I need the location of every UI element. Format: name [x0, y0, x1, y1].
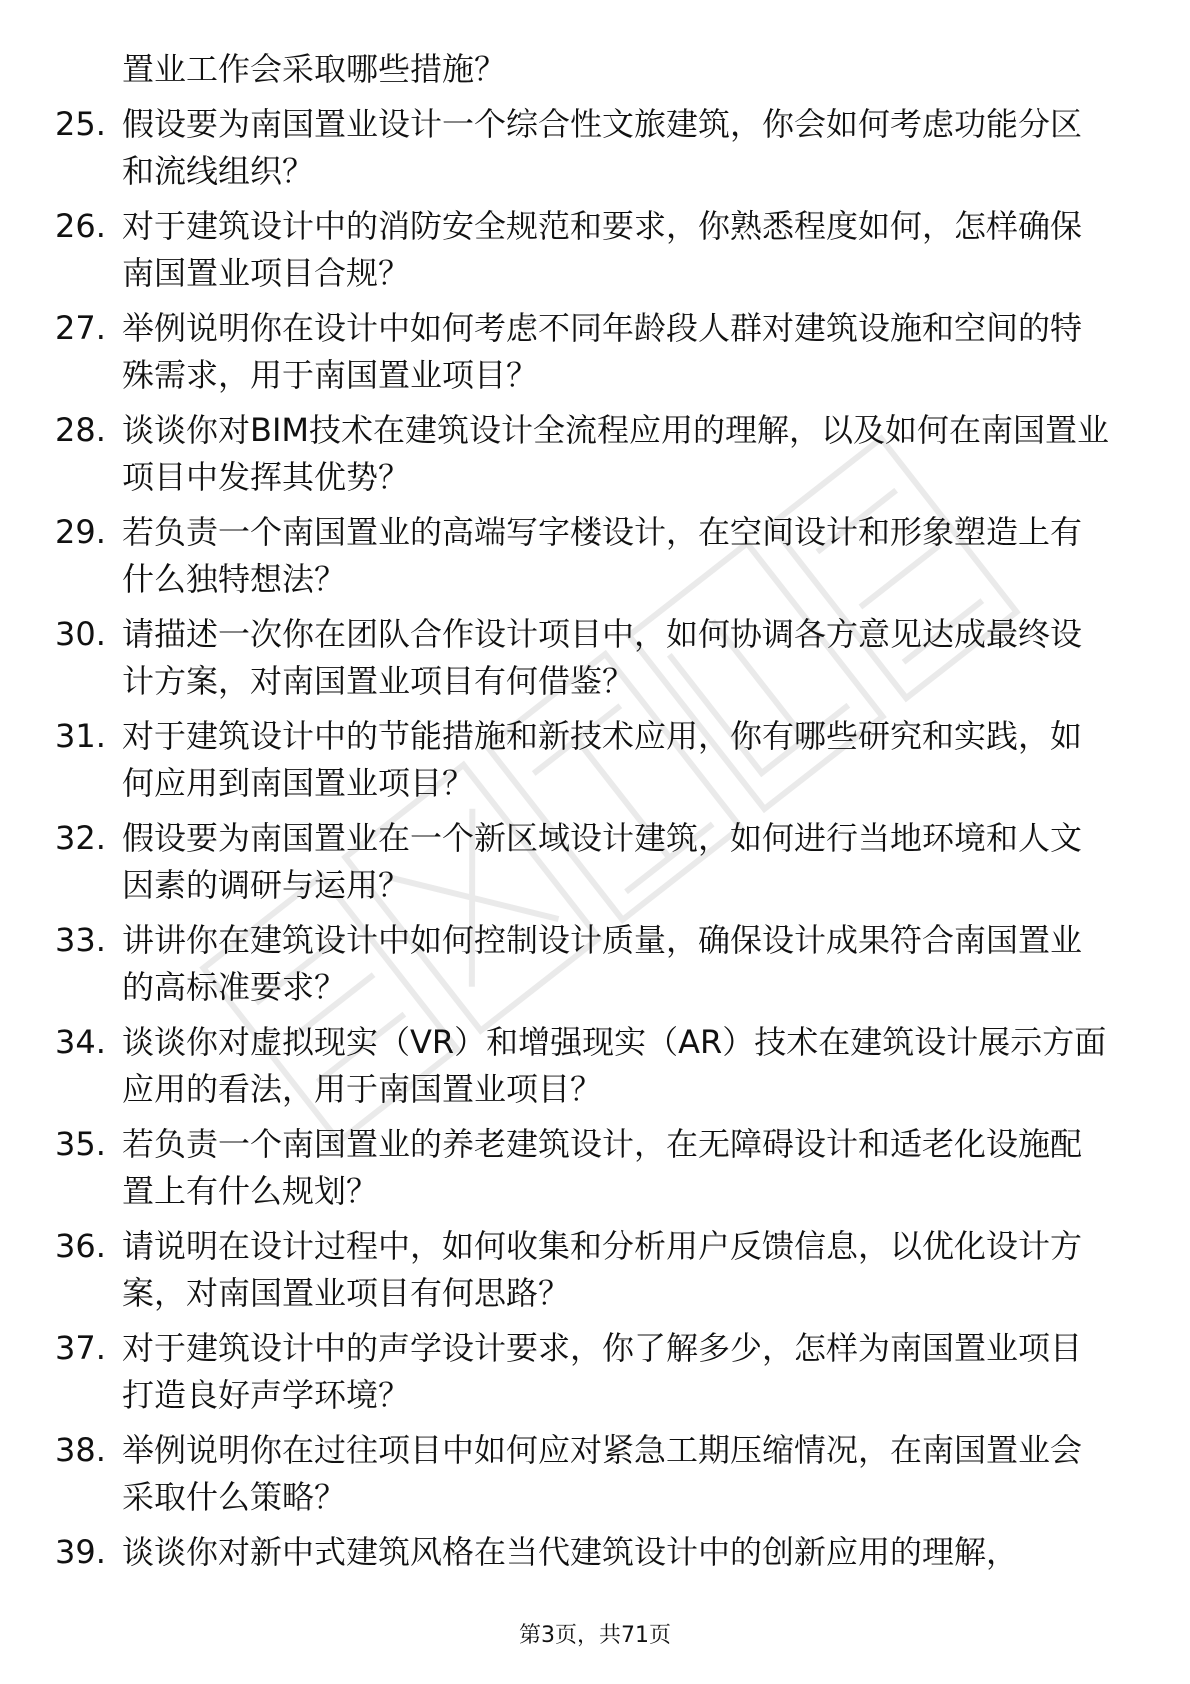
list-gap: [0, 1317, 1190, 1325]
question-text: 举例说明你在过往项目中如何应对紧急工期压缩情况，在南国置业会采取什么策略？: [122, 1431, 1083, 1516]
question-number: 27.: [55, 309, 106, 347]
question-text: 假设要为南国置业在一个新区域设计建筑，如何进行当地环境和人文因素的调研与运用？: [122, 819, 1083, 904]
list-item: [0, 611, 1190, 705]
question-text: 谈谈你对BIM技术在建筑设计全流程应用的理解，以及如何在南国置业项目中发挥其优势？: [122, 411, 1110, 496]
question-number: 34.: [55, 1023, 106, 1061]
list-gap: [0, 909, 1190, 917]
list-item: [0, 1529, 1190, 1576]
question-number: 31.: [55, 717, 106, 755]
list-item: [0, 305, 1190, 399]
list-gap: [0, 807, 1190, 815]
list-gap: [0, 603, 1190, 611]
list-gap: [0, 399, 1190, 407]
question-number: 26.: [55, 207, 106, 245]
question-list: [0, 46, 1190, 1576]
list-item: [0, 1325, 1190, 1419]
question-number: 35.: [55, 1125, 106, 1163]
list-item: [0, 101, 1190, 195]
list-gap: [0, 297, 1190, 305]
list-item: [0, 1019, 1190, 1113]
question-text: 请说明在设计过程中，如何收集和分析用户反馈信息，以优化设计方案，对南国置业项目有何思路？: [122, 1227, 1083, 1312]
list-item: [0, 815, 1190, 909]
list-gap: [0, 195, 1190, 203]
list-gap: [0, 501, 1190, 509]
list-item: [0, 1223, 1190, 1317]
question-text: 对于建筑设计中的声学设计要求，你了解多少，怎样为南国置业项目打造良好声学环境？: [122, 1329, 1083, 1414]
list-gap: [0, 1113, 1190, 1121]
question-text: 举例说明你在设计中如何考虑不同年龄段人群对建筑设施和空间的特殊需求，用于南国置业项目？: [122, 309, 1083, 394]
question-text: 讲讲你在建筑设计中如何控制设计质量，确保设计成果符合南国置业的高标准要求？: [122, 921, 1083, 1006]
list-item: [0, 203, 1190, 297]
question-number: [0, 46, 122, 93]
question-continuation-text: 置业工作会采取哪些措施？: [122, 50, 507, 88]
question-text: 若负责一个南国置业的养老建筑设计，在无障碍设计和适老化设施配置上有什么规划？: [122, 1125, 1083, 1210]
list-item: [0, 509, 1190, 603]
question-number: 29.: [55, 513, 106, 551]
page-footer: 第3页，共71页: [519, 1623, 671, 1648]
question-text: 假设要为南国置业设计一个综合性文旅建筑，你会如何考虑功能分区和流线组织？: [122, 105, 1083, 190]
question-text: 谈谈你对新中式建筑风格在当代建筑设计中的创新应用的理解，: [122, 1533, 1019, 1571]
question-text: 谈谈你对虚拟现实（VR）和增强现实（AR）技术在建筑设计展示方面应用的看法，用于南国置业项目？: [122, 1023, 1107, 1108]
list-item: [0, 407, 1190, 501]
list-item: [0, 1427, 1190, 1521]
list-item: [0, 917, 1190, 1011]
question-number: 30.: [55, 615, 106, 653]
question-text: 对于建筑设计中的消防安全规范和要求，你熟悉程度如何，怎样确保南国置业项目合规？: [122, 207, 1083, 292]
list-gap: [0, 1215, 1190, 1223]
question-number: 32.: [55, 819, 106, 857]
question-number: 37.: [55, 1329, 106, 1367]
list-item: [0, 46, 1190, 93]
list-gap: [0, 1011, 1190, 1019]
question-text: 若负责一个南国置业的高端写字楼设计，在空间设计和形象塑造上有什么独特想法？: [122, 513, 1083, 598]
list-gap: [0, 705, 1190, 713]
question-number: 38.: [55, 1431, 106, 1469]
question-number: 36.: [55, 1227, 106, 1265]
question-number: 39.: [55, 1533, 106, 1571]
list-gap: [0, 93, 1190, 101]
list-item: [0, 1121, 1190, 1215]
question-number: 25.: [55, 105, 106, 143]
question-number: 33.: [55, 921, 106, 959]
question-text: 请描述一次你在团队合作设计项目中，如何协调各方意见达成最终设计方案，对南国置业项目有何借鉴？: [122, 615, 1083, 700]
question-number: 28.: [55, 411, 106, 449]
question-text: 对于建筑设计中的节能措施和新技术应用，你有哪些研究和实践，如何应用到南国置业项目？: [122, 717, 1083, 802]
list-gap: [0, 1419, 1190, 1427]
list-gap: [0, 1521, 1190, 1529]
list-item: [0, 713, 1190, 807]
